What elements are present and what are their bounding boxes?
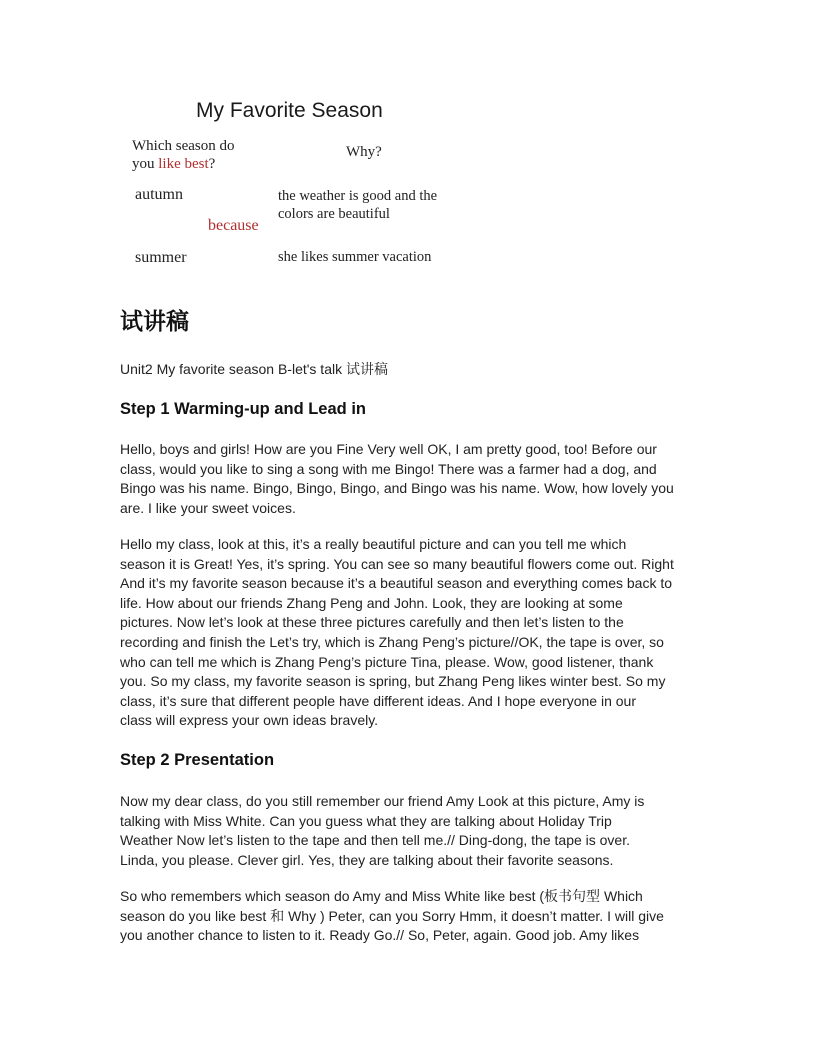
step1-heading: Step 1 Warming-up and Lead in (120, 400, 366, 418)
board-question-line2: you like best? (132, 156, 216, 172)
board-word-because: because (208, 217, 259, 234)
doc-subtitle: Unit2 My favorite season B-let's talk 试讲稿 (120, 361, 388, 377)
board-why: Why? (346, 144, 382, 160)
step2-heading: Step 2 Presentation (120, 751, 275, 769)
board-reason-autumn: the weather is good and the colors are beautiful (278, 188, 438, 222)
board-title: My Favorite Season (196, 99, 383, 122)
board-reason-summer: she likes summer vacation (278, 249, 432, 265)
board-word-autumn: autumn (135, 186, 183, 203)
board-question-highlight: like best (158, 156, 209, 172)
board-word-summer: summer (135, 249, 187, 266)
paragraph-1: Hello, boys and girls! How are you Fine Very well OK, I am pretty good, too! Before our class, would you like to sing a song with me Bingo! There was a farmer had a dog, and Bingo was his name. Bingo, Bingo, Bingo, and Bingo was his name. Wow, how lovely you are. I like your sweet voices. (120, 441, 674, 516)
doc-heading: 试讲稿 (120, 309, 189, 335)
paragraph-4: So who remembers which season do Amy and Miss White like best (板书句型 Which season do you like best 和 Why ) Peter, can you Sorry Hmm, it doesn’t matter. I will give you another chance to listen to it. Ready Go.// So, Peter, again. Good job. Amy likes (120, 888, 664, 944)
paragraph-3: Now my dear class, do you still remember our friend Amy Look at this picture, Amy is talking with Miss White. Can you guess what they are talking about Holiday Trip Weather Now let’s listen to the tape and then tell me.// Ding-dong, the tape is over. Linda, you please. Clever girl. Yes, they are talking about their favorite seasons. (120, 793, 645, 868)
board-question-line1: Which season do (132, 138, 235, 154)
paragraph-2: Hello my class, look at this, it’s a really beautiful picture and can you tell me which season it is Great! Yes, it’s spring. You can see so many beautiful flowers come out. Right And it’s my favorite season because it’s a beautiful season and everything comes back to life. How about our friends Zhang Peng and John. Look, they are looking at some pictures. Now let’s look at these three pictures carefully and then let’s listen to the recording and finish the Let’s try, which is Zhang Peng’s picture//OK, the tape is over, so who can tell me which is Zhang Peng’s picture Tina, please. Wow, good listener, thank you. So my class, my favorite season is spring, but Zhang Peng likes winter best. So my class, it’s sure that different people have different ideas. And I hope everyone in our class will express your own ideas bravely. (120, 536, 674, 729)
board-question (132, 137, 234, 173)
